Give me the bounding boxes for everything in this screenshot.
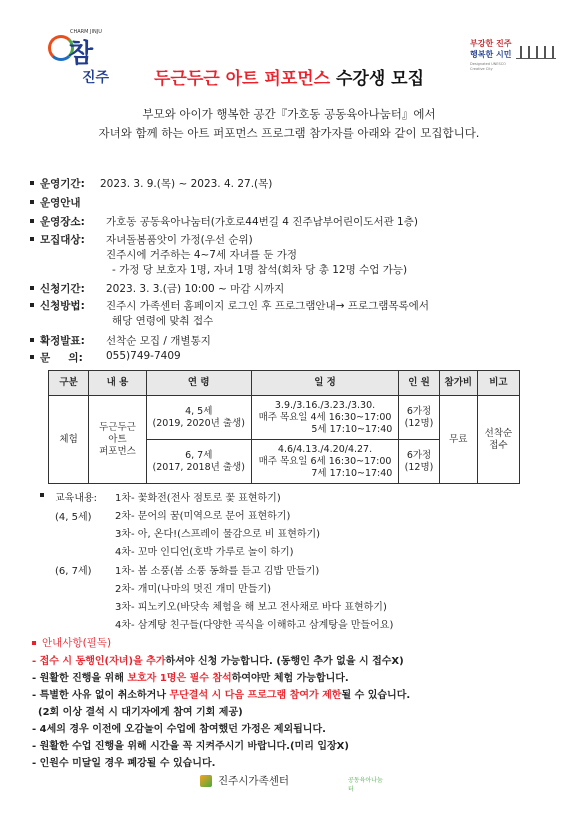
logo-cham: 참 [68, 39, 94, 69]
table-people: 6가정 (12명) [399, 396, 439, 440]
notice-line: - 접수 시 동행인(자녀)을 추가하셔야 신청 가능합니다. (동행인 추가 없을 시 접수X) [32, 656, 404, 667]
table-header: 내 용 [89, 371, 147, 396]
table-header-row [49, 371, 520, 396]
schedule-table [48, 370, 520, 484]
edu-item: 4차- 꼬마 인디언(호박 가루로 놀이 하기) [115, 547, 294, 558]
table-program: 두근두근 아트 퍼포먼스 [89, 396, 147, 484]
notice-heading: 안내사항(필독) [32, 635, 111, 650]
table-category: 체험 [49, 396, 89, 484]
edu-item: 3차- 아, 온다!(스프레이 물감으로 비 표현하기) [115, 529, 321, 540]
table-header: 구분 [49, 371, 89, 396]
title-part2: 아트 [225, 69, 259, 89]
edu-group1: (4, 5세) [55, 512, 92, 523]
table-row [49, 396, 520, 440]
notice-line: - 원활한 수업 진행을 위해 시간을 꼭 지켜주시기 바랍니다.(미리 입장X) [32, 741, 349, 752]
edu-item: 2차- 문어의 꿈(미역으로 문어 표현하기) [115, 511, 291, 522]
edu-item: 4차- 삼계탕 친구들(다양한 곡식을 이해하고 삼계탕을 만들어요) [115, 620, 394, 631]
edu-item: 3차- 피노키오(바닷속 체험을 해 보고 전사채로 바다 표현하기) [115, 602, 387, 613]
table-header: 비고 [477, 371, 519, 396]
notice-line: - 특별한 사유 없이 취소하거나 무단결석 시 다음 프로그램 참여가 제한될 수 있습니다. [32, 690, 411, 701]
table-header: 일 정 [251, 371, 399, 396]
edu-bullet [40, 493, 44, 497]
footer-center-name: 진주시가족센터 [200, 773, 289, 788]
table-schedule: 3.9./3.16./3.23./3.30. 매주 목요일 4세 16:30~17:00 5세 17:10~17:40 [251, 396, 399, 440]
table-header: 연 령 [146, 371, 251, 396]
logo-tagline: CHARM JINJU [70, 29, 102, 35]
notice-line: - 원활한 진행을 위해 보호자 1명은 필수 참석하여야만 체험 가능합니다. [32, 673, 349, 684]
brand-line3: Designated UNESCO Creative City [470, 62, 506, 71]
intro-line2: 자녀와 함께 하는 아트 퍼포먼스 프로그램 참가자를 아래와 같이 모집합니다. [98, 126, 480, 140]
brand-line2: 행복한 시민 [470, 50, 512, 59]
table-age: 6, 7세 (2017, 2018년 출생) [146, 440, 251, 484]
edu-item: 2차- 개미(나마의 멋진 개미 만들기) [115, 584, 272, 595]
house-icon [200, 775, 212, 787]
table-age: 4, 5세 (2019, 2020년 출생) [146, 396, 251, 440]
page-title [0, 64, 578, 89]
table-fee: 무료 [439, 396, 477, 484]
table-header: 참가비 [439, 371, 477, 396]
table-schedule: 4.6/4.13./4.20/4.27. 매주 목요일 6세 16:30~17:00 7세 17:10~17:40 [251, 440, 399, 484]
title-part1: 두근두근 [153, 69, 220, 89]
notice-line: - 인원수 미달일 경우 폐강될 수 있습니다. [32, 758, 216, 769]
table-people: 6가정 (12명) [399, 440, 439, 484]
brand-line1: 부강한 진주 [470, 39, 512, 48]
notice-line: (2회 이상 결석 시 대기자에게 참여 기회 제공) [38, 707, 243, 718]
edu-item: 1차- 봄 소풍(봄 소풍 동화를 듣고 김밥 만들기) [115, 566, 320, 577]
table-header: 인 원 [399, 371, 439, 396]
building-icon [516, 38, 556, 59]
partner-logo: 공동육아나눔터 [348, 777, 383, 793]
logo-jinju: 진주 [82, 70, 110, 86]
title-part3: 퍼포먼스 [264, 69, 331, 89]
edu-label: 교육내용: [55, 493, 98, 504]
edu-item: 1차- 꽃화전(전사 점토로 꽃 표현하기) [115, 493, 281, 504]
title-part4: 수강생 모집 [336, 69, 425, 89]
notice-line: - 4세의 경우 이전에 오감놀이 수업에 참여했던 가정은 제외됩니다. [32, 724, 326, 735]
table-note: 선착순 접수 [477, 396, 519, 484]
intro-line1: 부모와 아이가 행복한 공간『가호동 공동육아나눔터』에서 [142, 107, 436, 121]
edu-group2: (6, 7세) [55, 566, 92, 577]
